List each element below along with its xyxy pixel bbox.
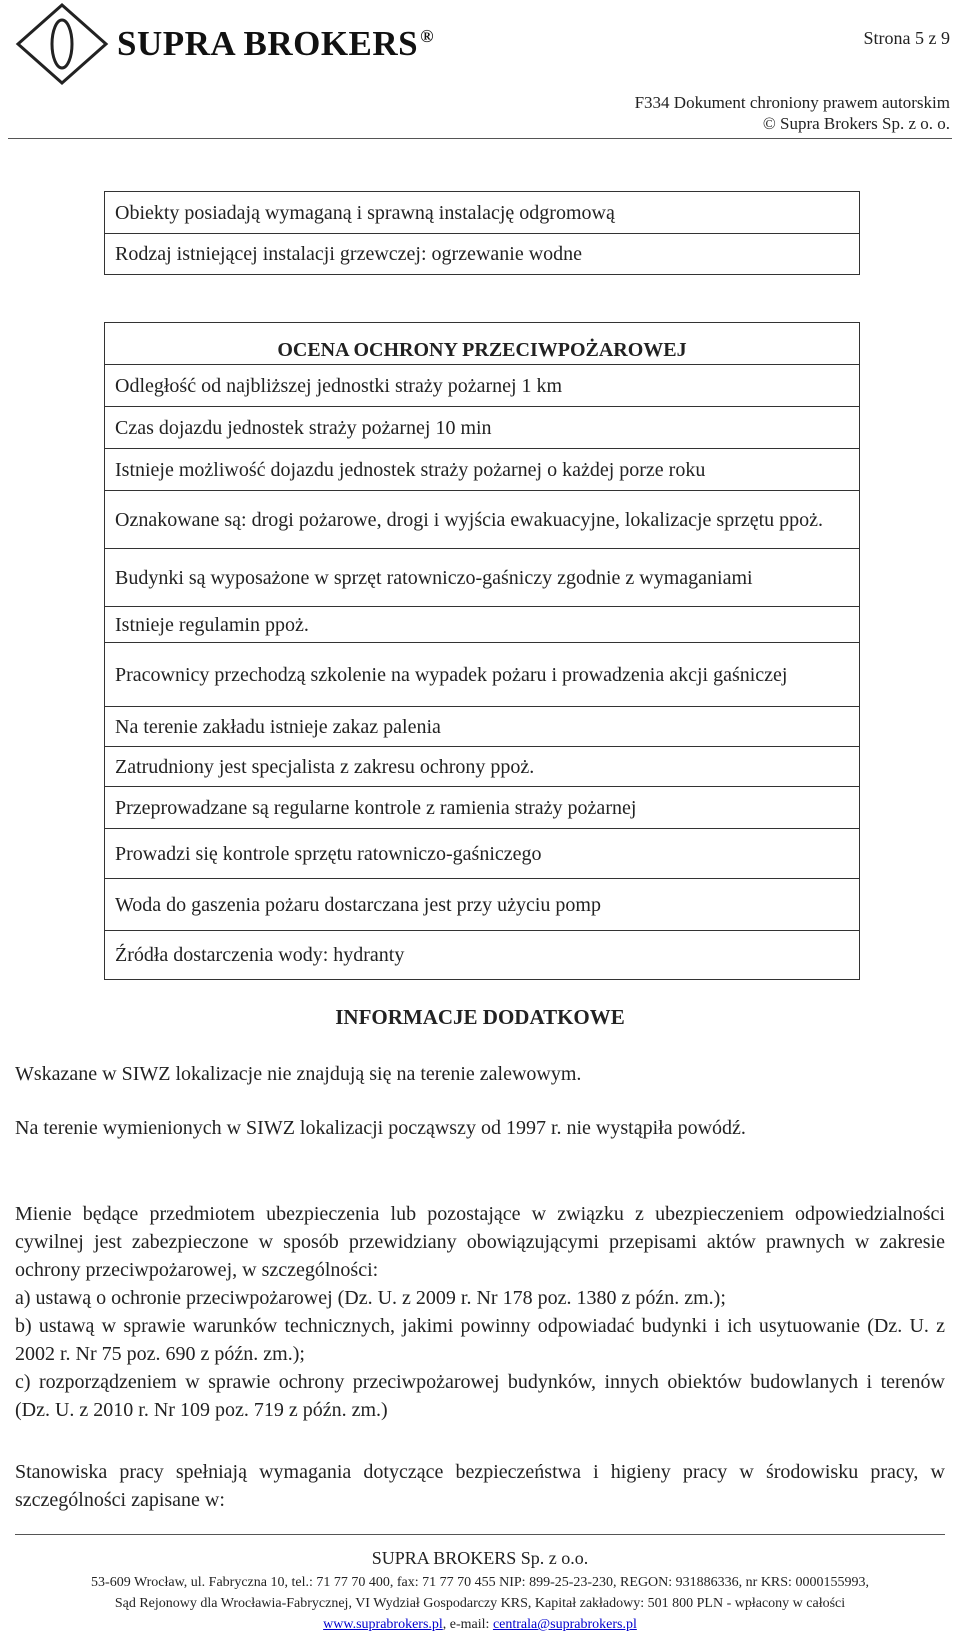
email-link[interactable]: centrala@suprabrokers.pl — [492, 1617, 637, 1632]
footer-contact — [0, 1617, 960, 1633]
table-title: OCENA OCHRONY PRZECIWPOŻAROWEJ — [105, 323, 859, 365]
footer-address: 53-609 Wrocław, ul. Fabryczna 10, tel.: 71 77 70 400, fax: 71 77 70 455 NIP: 899-25-23-230, REGON: 931886336, nr KRS: 0000155993, — [91, 1575, 869, 1590]
table-row: Na terenie zakładu istnieje zakaz palenia — [105, 707, 859, 747]
table-row: Istnieje możliwość dojazdu jednostek straży pożarnej o każdej porze roku — [105, 449, 859, 491]
footer-divider — [15, 1534, 945, 1535]
regulation-item-c: c) rozporządzeniem w sprawie ochrony przeciwpożarowej budynków, innych obiektów budowlanych i terenów (Dz. U. z 2010 r. Nr 109 poz. 719 z późn. zm.) — [15, 1371, 945, 1421]
brand-name: SUPRA BROKERS ® — [117, 24, 435, 63]
paragraph-flood-zone: Wskazane w SIWZ lokalizacje nie znajdują się na terenie zalewowym. — [15, 1063, 582, 1085]
paragraph-workplace-safety: Stanowiska pracy spełniają wymagania dotyczące bezpieczeństwa i higieny pracy w środowisku pracy, w szczególności zapisane w: — [15, 1461, 945, 1511]
facility-table — [104, 191, 860, 275]
website-link[interactable]: www.suprabrokers.pl — [323, 1617, 443, 1632]
header-notice — [635, 92, 950, 134]
regulation-item-b: b) ustawą w sprawie warunków technicznych, jakimi powinny odpowiadać budynki i ich usytuowanie (Dz. U. z 2002 r. Nr 75 poz. 690 z późn. zm.); — [15, 1315, 945, 1365]
paragraph-flood-history: Na terenie wymienionych w SIWZ lokalizacji począwszy od 1997 r. nie wystąpiła powódź. — [15, 1117, 746, 1139]
email-label: , e-mail: — [442, 1617, 493, 1632]
regulations-intro: Mienie będące przedmiotem ubezpieczenia lub pozostające w związku z ubezpieczeniem odpowiedzialności cywilnej jest zabezpieczone w sposób przewidziany obowiązującymi przepisami aktów prawnych w zakresie ochrony przeciwpożarowej, w szczególności: — [15, 1203, 945, 1281]
header-divider — [8, 138, 952, 139]
table-row: Rodzaj istniejącej instalacji grzewczej: ogrzewanie wodne — [115, 243, 583, 265]
page-indicator: Strona 5 z 9 — [863, 28, 950, 48]
doc-protection-note: F334 Dokument chroniony prawem autorskim — [634, 93, 950, 112]
footer-registry: Sąd Rejonowy dla Wrocławia-Fabrycznej, VI Wydział Gospodarczy KRS, Kapitał zakładowy: 501 800 PLN - wpłacony w całości — [114, 1596, 846, 1611]
table-row: Pracownicy przechodzą szkolenie na wypadek pożaru i prowadzenia akcji gaśniczej — [105, 643, 859, 707]
table-row: Obiekty posiadają wymaganą i sprawną instalację odgromową — [105, 192, 859, 234]
footer-company: SUPRA BROKERS Sp. z o.o. — [371, 1548, 589, 1568]
paragraph-fire-regulations — [15, 1200, 945, 1424]
section-heading: INFORMACJE DODATKOWE — [335, 1005, 625, 1029]
registered-mark: ® — [420, 26, 435, 46]
table-row: Woda do gaszenia pożaru dostarczana jest przy użyciu pomp — [105, 879, 859, 931]
fire-protection-table — [104, 322, 860, 980]
supra-logo-icon — [14, 2, 110, 86]
table-row: Źródła dostarczenia wody: hydranty — [115, 944, 405, 966]
table-row: Zatrudniony jest specjalista z zakresu ochrony ppoż. — [105, 747, 859, 787]
table-row: Czas dojazdu jednostek straży pożarnej 10 min — [105, 407, 859, 449]
table-row: Prowadzi się kontrole sprzętu ratowniczo-gaśniczego — [105, 829, 859, 879]
table-row: Budynki są wyposażone w sprzęt ratowniczo-gaśniczy zgodnie z wymaganiami — [105, 549, 859, 607]
table-row: Istnieje regulamin ppoż. — [105, 607, 859, 643]
regulation-item-a: a) ustawą o ochronie przeciwpożarowej (Dz. U. z 2009 r. Nr 178 poz. 1380 z późn. zm.); — [15, 1287, 726, 1309]
table-row: Przeprowadzane są regularne kontrole z ramienia straży pożarnej — [105, 787, 859, 829]
table-row: Oznakowane są: drogi pożarowe, drogi i wyjścia ewakuacyjne, lokalizacje sprzętu ppoż. — [105, 491, 859, 549]
table-row: Odległość od najbliższej jednostki straży pożarnej 1 km — [105, 365, 859, 407]
copyright-note: © Supra Brokers Sp. z o. o. — [762, 114, 950, 133]
